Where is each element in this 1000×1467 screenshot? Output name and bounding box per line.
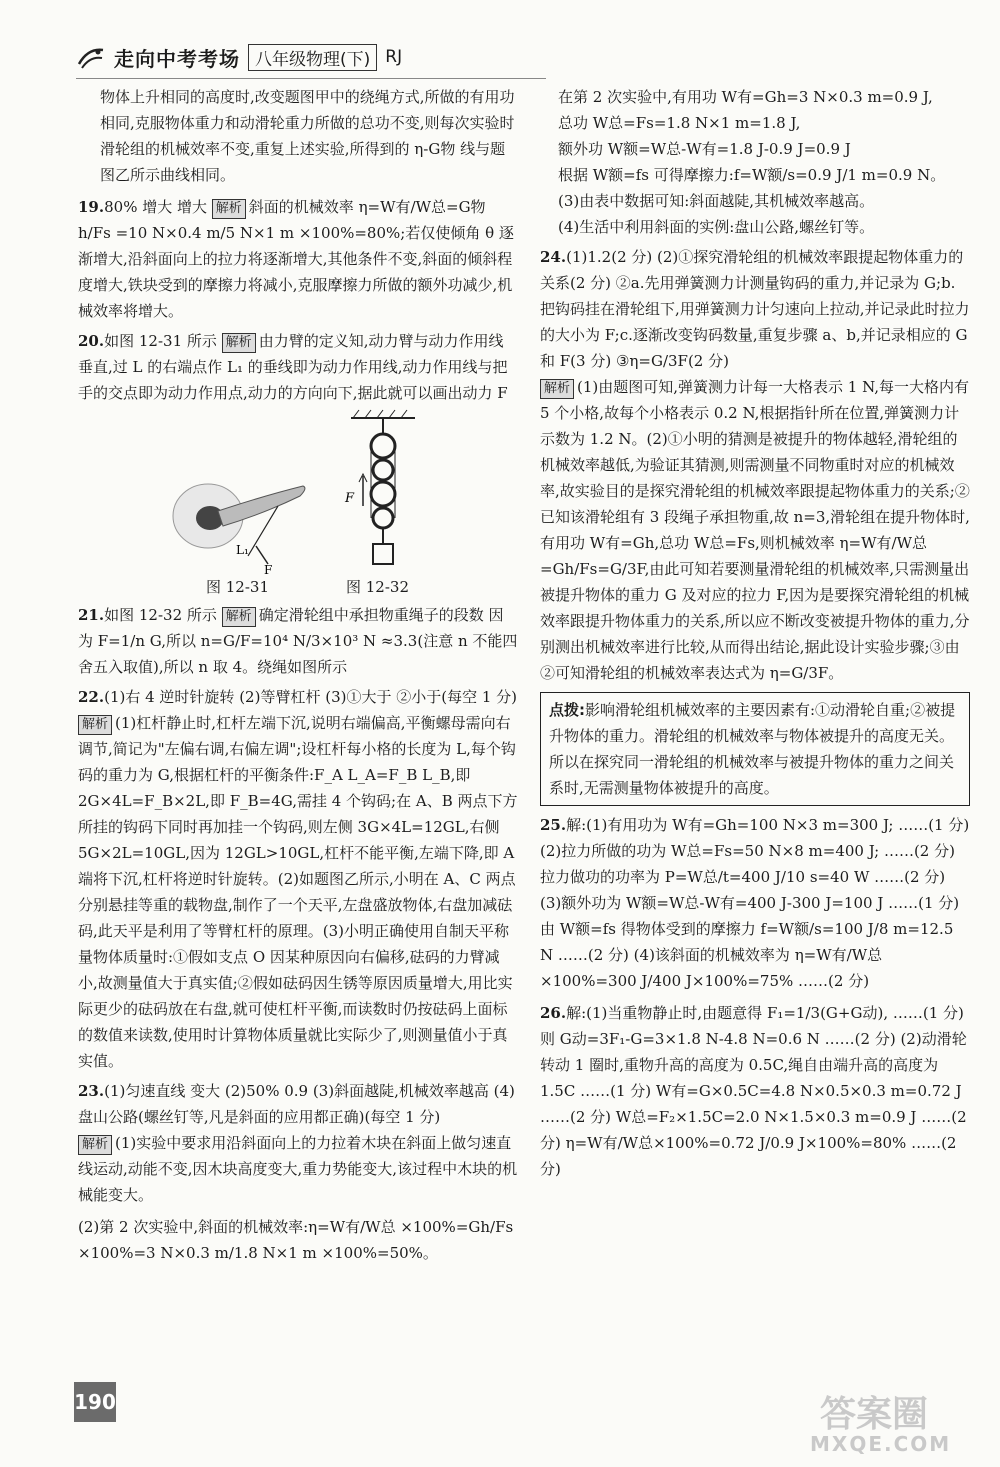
analysis-tag: 解析 (222, 607, 256, 627)
question-number: 25. (540, 816, 567, 834)
analysis-text: (1)由题图可知,弹簧测力计每一大格表示 1 N,每一大格内有 5 个小格,故每个小格表示 0.2 N,根据指针所在位置,弹簧测力计示数为 1.2 N。(2)①小明的猜测是被提升的物体越轻,滑轮组的机械效率越低,为验证其猜测,则需测量不同物重时对应的机械效率,故实验目的是探究滑轮组的机械效率跟提起物体重力的关系;②已知该滑轮组有 3 段绳子承担物重,故 n=3,滑轮组在提升物体时,有用功 W有=Gh,总功 W总=Fs,则机械效率 η=W有/W总=Gh/Fs=G/3F,由此可知若要测量滑轮组的机械效率,只需测量出被提升物体的重力 G 及对应的拉力 F,因为是要探究滑轮组的机械效率跟提升物体重力的关系,所以应不断改变被提升物体的重力,分别测出机械效率进行比较,从而得出结论,据此设计实验步骤;③由②可知滑轮组的机械效率表达式为 η=G/3F。 (540, 378, 970, 682)
analysis-tag: 解析 (540, 379, 574, 399)
svg-text:F: F (345, 491, 355, 506)
book-edition: RJ (385, 47, 403, 67)
figure-caption: 图 12-32 (346, 578, 410, 596)
watermark-url: MXQE.COM (810, 1432, 952, 1456)
figure-caption: 图 12-31 (206, 578, 270, 596)
answer-25 (540, 812, 970, 994)
answer-19 (78, 194, 518, 324)
book-subtitle: 八年级物理(下) (248, 44, 377, 71)
answer-26 (540, 1000, 970, 1182)
analysis-text: (1)杠杆静止时,杠杆左端下沉,说明右端偏高,平衡螺母需向右调节,简记为"左偏右调,右偏左调";设杠杆每小格的长度为 L,每个钩码的重力为 G,根据杠杆的平衡条件:F_A L_A=F_B L_B,即 2G×4L=F_B×2L,即 F_B=4G,需挂 4 个钩码;在 A、B 两点下方所挂的钩码下同时再加挂一个钩码,则左侧 3G×4L=12GL,右侧 5G×2L=10GL,因为 12GL>10GL,杠杆不能平衡,左端下降,即 A 端将下沉,杠杆将逆时针旋转。(2)如题图乙所示,小明在 A、C 两点分别悬挂等重的载物盘,制作了一个天平,左盘盛放物体,右盘加减砝码,此天平是利用了等臂杠杆的原理。(3)小明正确使用自制天平称量物体质量时:①假如支点 O 因某种原因向右偏移,砝码的力臂减小,故测量值大于真实值;②假如砝码因生锈等原因质量增大,用比实际更少的砝码放在右盘,就可使杠杆平衡,而读数时仍按砝码上面标的数值来读数,使用时计算物体质量就比实际少了,则测量值小于真实值。 (78, 714, 518, 1070)
analysis-tag: 解析 (212, 199, 246, 219)
answer-text: 解:(1)当重物静止时,由题意得 F₁=1/3(G+G动), ……(1 分) 则 G动=3F₁-G=3×1.8 N-4.8 N=0.6 N ……(2 分) (2)动滑轮转动 1 圈时,重物升高的高度为 0.5C,绳自由端升高的高度为 1.5C ……(1 分) W有=G×0.5C=4.8 N×0.5×0.3 m=0.72 J ……(2 分) W总=F₂×1.5C=2.0 N×1.5×0.3 m=0.9 J ……(2 分) η=W有/W总×100%=0.72 J/0.9 J×100%=80% ……(2 分) (540, 1004, 967, 1178)
answer-23 (78, 1078, 518, 1208)
watermark (800, 1386, 970, 1456)
page-number: 190 (74, 1382, 116, 1422)
answer-22 (78, 684, 518, 1074)
calc-line: 在第 2 次实验中,有用功 W有=Gh=3 N×0.3 m=0.9 J, (558, 88, 933, 106)
left-column (78, 84, 518, 1266)
analysis-tag: 解析 (222, 333, 256, 353)
calc-line: (4)生活中利用斜面的实例:盘山公路,螺丝钉等。 (558, 218, 875, 236)
answer-21 (78, 602, 518, 680)
answer-text: 如图 12-32 所示 (104, 606, 217, 624)
tip-box (540, 692, 970, 806)
pulley-figure (343, 406, 423, 576)
analysis-text: 确定滑轮组中承担物重绳子的段数 因为 F=1/n G,所以 n=G/F=10⁴ N/3×10³ N ≈3.3(注意 n 不能四舍五入取值),所以 n 取 4。绕绳如图所示 (78, 606, 518, 676)
svg-text:L₁: L₁ (236, 543, 249, 557)
tip-text: 影响滑轮组机械效率的主要因素有:①动滑轮自重;②被提升物体的重力。滑轮组的机械效率与物体被提升的高度无关。所以在探究同一滑轮组的机械效率与被提升物体的重力之间关系时,无需测量物体被提升的高度。 (549, 701, 956, 797)
figures (78, 406, 518, 596)
answer-text: 如图 12-31 所示 (104, 332, 217, 350)
question-number: 26. (540, 1004, 567, 1022)
analysis-tag: 解析 (78, 1135, 112, 1155)
running-header (76, 40, 402, 74)
analysis-text: 由力臂的定义知,动力臂与动力作用线垂直,过 L 的右端点作 L₁ 的垂线即为动力作用线,动力作用线与把手的交点即为动力作用点,动力的方向向下,据此就可以画出动力 F (78, 332, 508, 402)
watermark-logo-text: 答案圈 (820, 1394, 929, 1435)
answer-text: (1)匀速直线 变大 (2)50% 0.9 (3)斜面越陡,机械效率越高 (4)盘山公路(螺丝钉等,凡是斜面的应用都正确)(每空 1 分) (78, 1082, 515, 1126)
calc-line: 额外功 W额=W总-W有=1.8 J-0.9 J=0.9 J (558, 140, 851, 158)
question-number: 20. (78, 332, 105, 350)
door-handle-figure (168, 466, 318, 576)
book-title: 走向中考考场 (114, 46, 240, 71)
answer-24 (540, 244, 970, 686)
header-rule (76, 78, 546, 79)
svg-text:F: F (264, 563, 273, 576)
question-number: 21. (78, 606, 105, 624)
answer-text: 80% 增大 增大 (104, 198, 207, 216)
question-number: 23. (78, 1082, 105, 1100)
book-logo-icon (76, 42, 106, 72)
answer-text: (1)1.2(2 分) (2)①探究滑轮组的机械效率跟提起物体重力的关系(2 分) ②a.先用弹簧测力计测量钩码的重力,并记录为 G;b.把钩码挂在滑轮组下,用弹簧测力计匀速向上拉动,并记录此时拉力的大小为 F;c.逐渐改变钩码数量,重复步骤 a、b,并记录相应的 G 和 F(3 分) ③η=G/3F(2 分) (540, 248, 970, 370)
tip-label: 点拨: (549, 701, 585, 719)
calc-line: 根据 W额=fs 可得摩擦力:f=W额/s=0.9 J/1 m=0.9 N。 (558, 166, 946, 184)
answer-20 (78, 328, 518, 406)
right-column (540, 84, 970, 1182)
analysis-text: (1)实验中要求用沿斜面向上的力拉着木块在斜面上做匀速直线运动,动能不变,因木块高度变大,重力势能变大,该过程中木块的机械能变大。 (78, 1134, 518, 1204)
analysis-text: 斜面的机械效率 η=W有/W总=G物h/Fs =10 N×0.4 m/5 N×1 m ×100%=80%;若仅使倾角 θ 逐渐增大,沿斜面向上的拉力将逐渐增大,其他条件不变,斜面的倾斜程度增大,铁块受到的摩擦力将减小,克服摩擦力所做的额外功减少,机械效率将增大。 (78, 198, 514, 320)
answer-text: (1)右 4 逆时针旋转 (2)等臂杠杆 (3)①大于 ②小于(每空 1 分) (104, 688, 518, 706)
answer-text: 解:(1)有用功为 W有=Gh=100 N×3 m=300 J; ……(1 分) (2)拉力所做的功为 W总=Fs=50 N×8 m=400 J; ……(2 分) 拉力做功的功率为 P=W总/t=400 J/10 s=40 W ……(2 分) (3)额外功为 W额=W总-W有=400 J-300 J=100 J ……(1 分) 由 W额=fs 得物体受到的摩擦力 f=W额/s=100 J/8 m=12.5 N ……(2 分) (4)该斜面的机械效率为 η=W有/W总×100%=300 J/400 J×100%=75% ……(2 分) (540, 816, 970, 990)
question-number: 19. (78, 198, 105, 216)
intro-text: 物体上升相同的高度时,改变题图甲中的绕绳方式,所做的有用功相同,克服物体重力和动滑轮重力所做的总功不变,则每次实验时滑轮组的机械效率不变,重复上述实验,所得到的 η-G物 线与题图乙所示曲线相同。 (100, 88, 515, 184)
calc-line: (3)由表中数据可知:斜面越陡,其机械效率越高。 (558, 192, 875, 210)
answer-23-calc: (2)第 2 次实验中,斜面的机械效率:η=W有/W总 ×100%=Gh/Fs ×100%=3 N×0.3 m/1.8 N×1 m ×100%=50%。 (78, 1218, 514, 1262)
analysis-tag: 解析 (78, 715, 112, 735)
question-number: 22. (78, 688, 105, 706)
calc-line: 总功 W总=Fs=1.8 N×1 m=1.8 J, (558, 114, 801, 132)
question-number: 24. (540, 248, 567, 266)
